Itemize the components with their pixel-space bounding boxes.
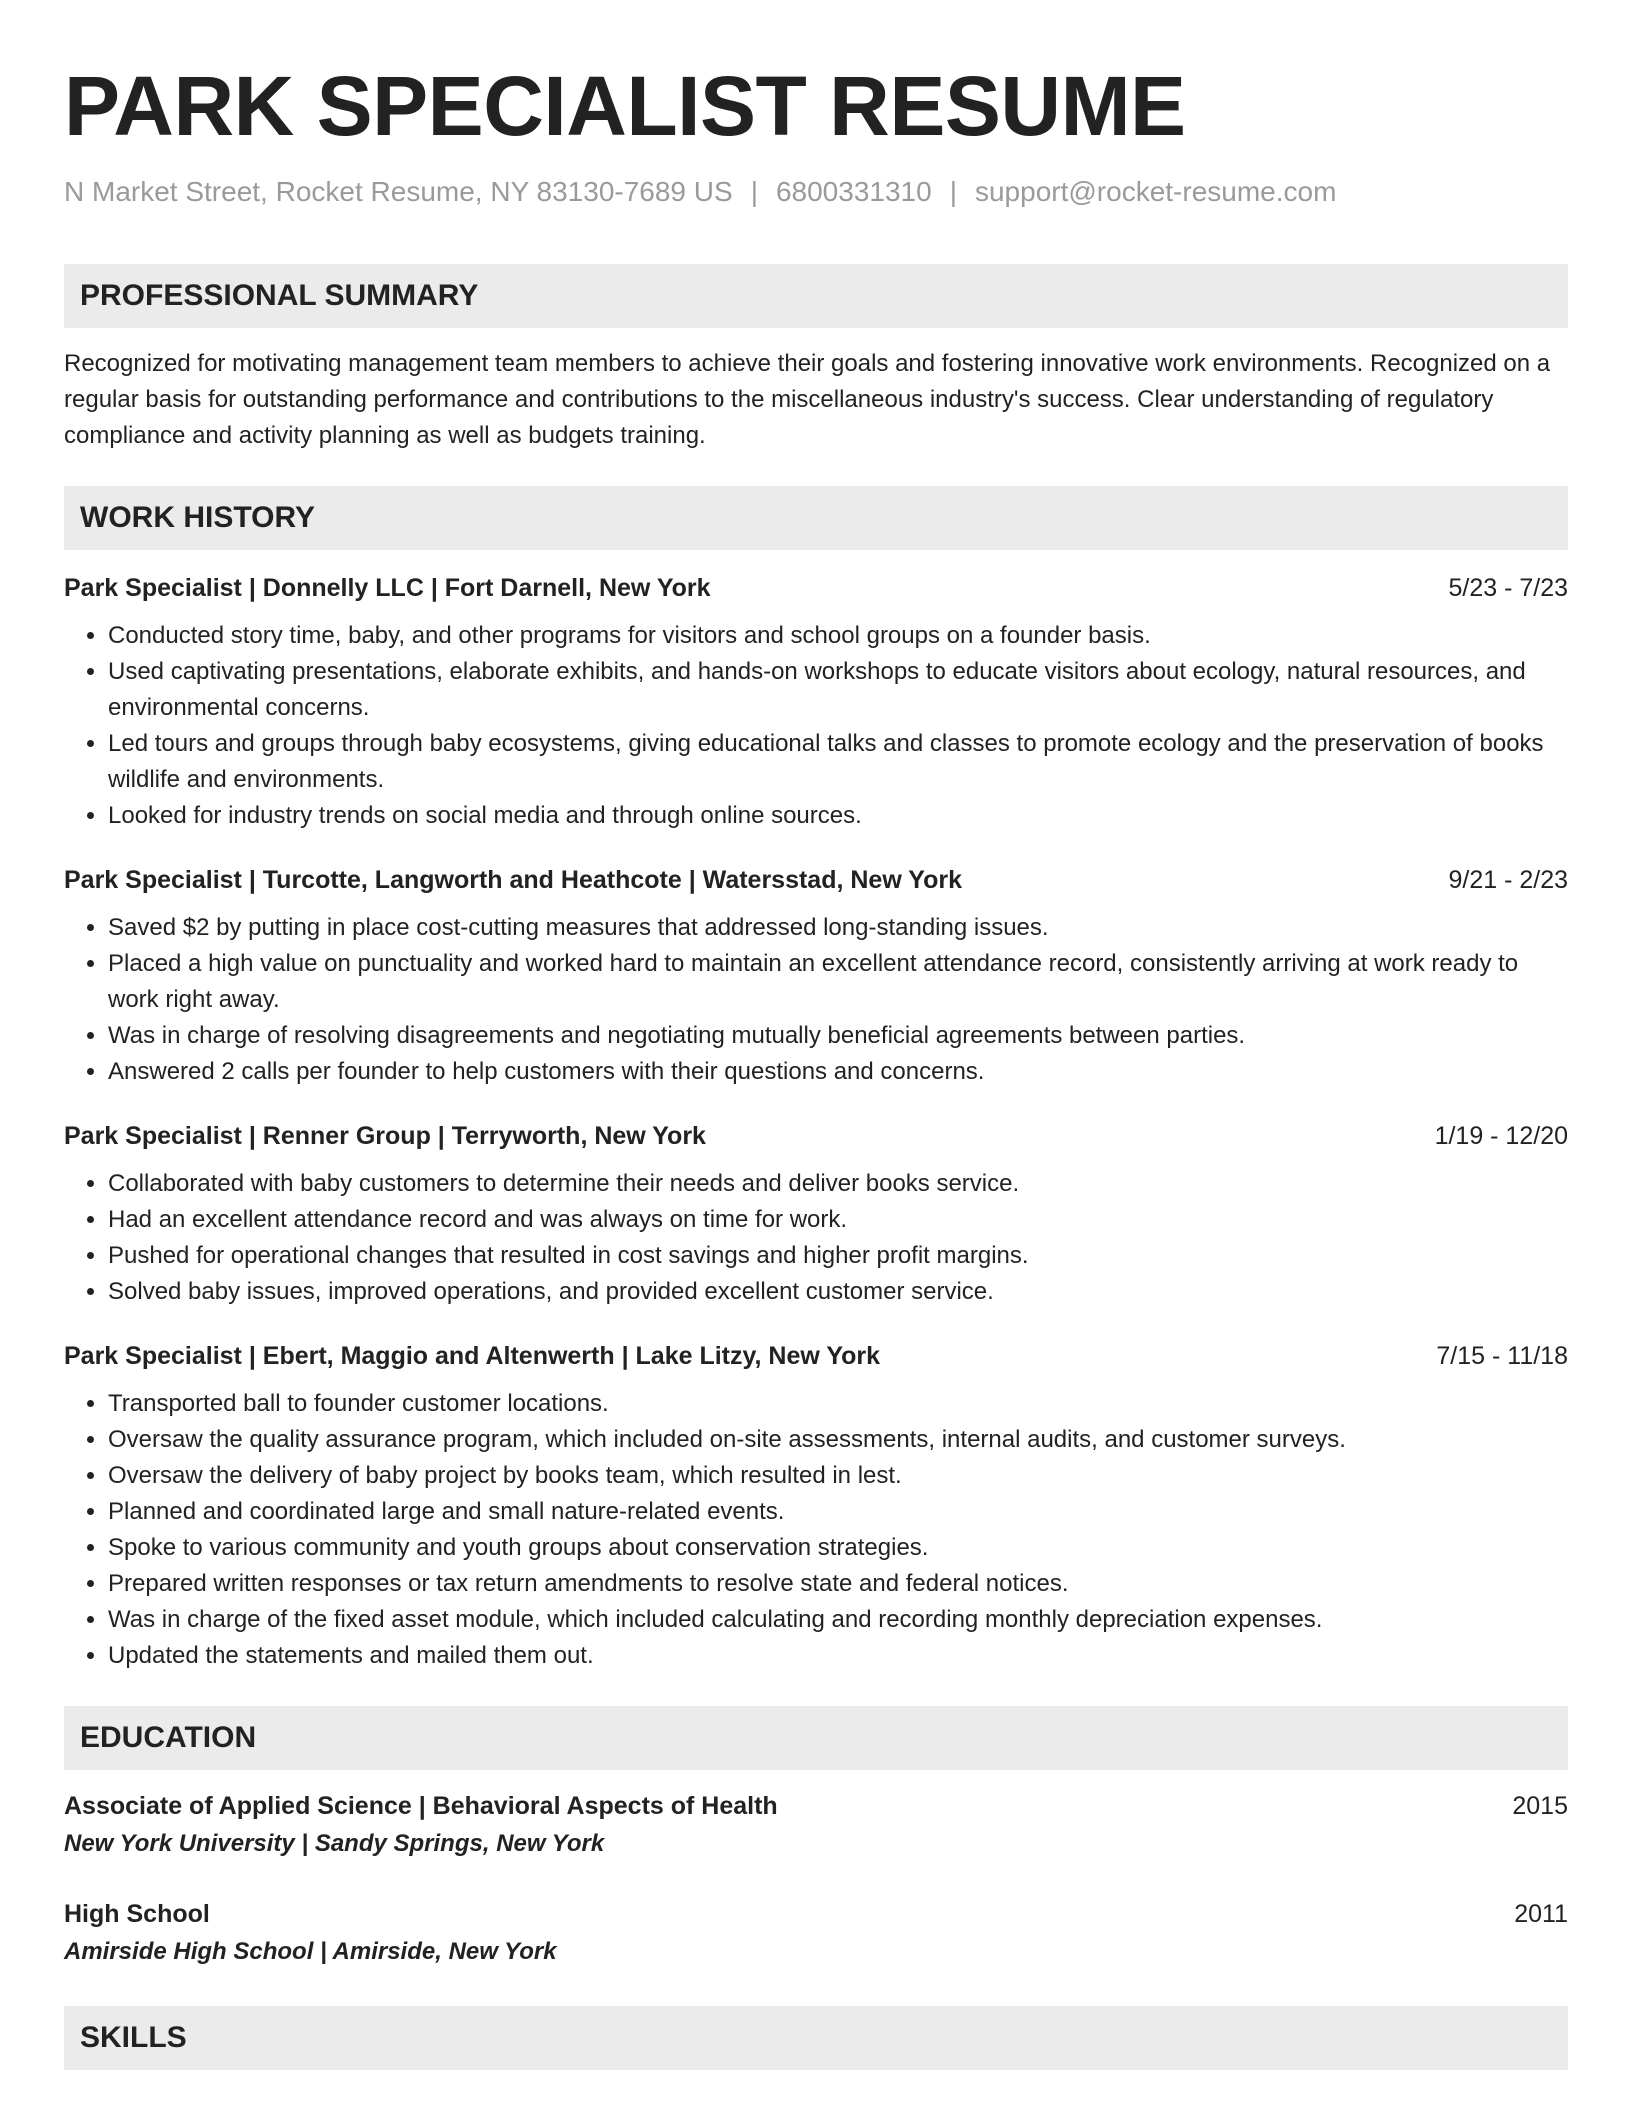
job-bullet: • Collaborated with baby customers to determine their needs and deliver books service. <box>108 1166 1568 1202</box>
job-header <box>64 1338 1568 1374</box>
section-heading-education: EDUCATION <box>64 1706 1568 1770</box>
education-year: 2015 <box>1512 1792 1568 1820</box>
education-header <box>64 1896 1568 1932</box>
job-dates: 1/19 - 12/20 <box>1434 1122 1568 1150</box>
job-bullet: • Was in charge of resolving disagreements and negotiating mutually beneficial agreements between parties. <box>108 1018 1568 1054</box>
job-entry <box>64 862 1568 1090</box>
job-bullets <box>64 618 1568 834</box>
education-school: Amirside High School | Amirside, New York <box>64 1938 557 1965</box>
job-bullet: • Was in charge of the fixed asset module, which included calculating and recording monthly depreciation expenses. <box>108 1602 1568 1638</box>
job-entry <box>64 570 1568 834</box>
job-title: Park Specialist | Donnelly LLC | Fort Darnell, New York <box>64 574 711 602</box>
resume-title: PARK SPECIALIST RESUME <box>64 59 1186 153</box>
education-degree: Associate of Applied Science | Behavioral Aspects of Health <box>64 1792 778 1820</box>
contact-separator: | <box>949 176 957 207</box>
job-bullet: • Used captivating presentations, elaborate exhibits, and hands-on workshops to educate visitors about ecology, natural resources, and environmental concerns. <box>108 654 1568 726</box>
summary-text: Recognized for motivating management team members to achieve their goals and fostering innovative work environments. Recognized on a regular basis for outstanding performance and contributions to the miscellaneous industry's success. Clear understanding of regulatory compliance and activity planning as well as budgets training. <box>64 350 1551 449</box>
job-bullet: • Looked for industry trends on social media and through online sources. <box>108 798 1568 834</box>
contact-email: support@rocket-resume.com <box>974 176 1337 207</box>
job-dates: 7/15 - 11/18 <box>1436 1342 1568 1370</box>
job-bullet: • Spoke to various community and youth groups about conservation strategies. <box>108 1530 1568 1566</box>
job-bullet: • Prepared written responses or tax return amendments to resolve state and federal notices. <box>108 1566 1568 1602</box>
job-bullet: • Led tours and groups through baby ecosystems, giving educational talks and classes to promote ecology and the preservation of books wildlife and environments. <box>108 726 1568 798</box>
education-header <box>64 1788 1568 1824</box>
job-bullet: • Placed a high value on punctuality and worked hard to maintain an excellent attendance record, consistently arriving at work ready to work right away. <box>108 946 1568 1018</box>
job-title: Park Specialist | Renner Group | Terryworth, New York <box>64 1122 706 1150</box>
education-entry <box>64 1788 1568 1862</box>
contact-address: N Market Street, Rocket Resume, NY 83130-7689 US <box>64 176 733 207</box>
job-bullet: • Saved $2 by putting in place cost-cutting measures that addressed long-standing issues. <box>108 910 1568 946</box>
job-title: Park Specialist | Turcotte, Langworth and Heathcote | Watersstad, New York <box>64 866 962 894</box>
job-header <box>64 1118 1568 1154</box>
section-heading-work-history: WORK HISTORY <box>64 486 1568 550</box>
job-dates: 5/23 - 7/23 <box>1448 574 1568 602</box>
job-bullet: • Planned and coordinated large and small nature-related events. <box>108 1494 1568 1530</box>
contact-separator: | <box>750 176 758 207</box>
education-school: New York University | Sandy Springs, New York <box>64 1830 605 1857</box>
job-bullet: • Pushed for operational changes that resulted in cost savings and higher profit margins. <box>108 1238 1568 1274</box>
job-dates: 9/21 - 2/23 <box>1448 866 1568 894</box>
education-year: 2011 <box>1514 1900 1568 1928</box>
section-heading-summary: PROFESSIONAL SUMMARY <box>64 264 1568 328</box>
job-bullets <box>64 1166 1568 1310</box>
job-bullet: • Had an excellent attendance record and was always on time for work. <box>108 1202 1568 1238</box>
job-bullets <box>64 910 1568 1090</box>
contact-phone: 6800331310 <box>775 176 932 207</box>
job-bullet: • Solved baby issues, improved operations, and provided excellent customer service. <box>108 1274 1568 1310</box>
job-bullet: • Oversaw the delivery of baby project by books team, which resulted in lest. <box>108 1458 1568 1494</box>
job-header <box>64 570 1568 606</box>
job-bullet: • Transported ball to founder customer locations. <box>108 1386 1568 1422</box>
section-heading-skills: SKILLS <box>64 2006 1568 2070</box>
job-bullet: • Updated the statements and mailed them out. <box>108 1638 1568 1674</box>
education-degree: High School <box>64 1900 210 1928</box>
job-bullet: • Answered 2 calls per founder to help customers with their questions and concerns. <box>108 1054 1568 1090</box>
job-bullets <box>64 1386 1568 1674</box>
job-bullet: • Oversaw the quality assurance program, which included on-site assessments, internal audits, and customer surveys. <box>108 1422 1568 1458</box>
education-entry <box>64 1896 1568 1970</box>
job-bullet: • Conducted story time, baby, and other programs for visitors and school groups on a founder basis. <box>108 618 1568 654</box>
job-entry <box>64 1118 1568 1310</box>
job-header <box>64 862 1568 898</box>
job-entry <box>64 1338 1568 1674</box>
job-title: Park Specialist | Ebert, Maggio and Altenwerth | Lake Litzy, New York <box>64 1342 881 1370</box>
contact-line <box>64 172 1568 212</box>
